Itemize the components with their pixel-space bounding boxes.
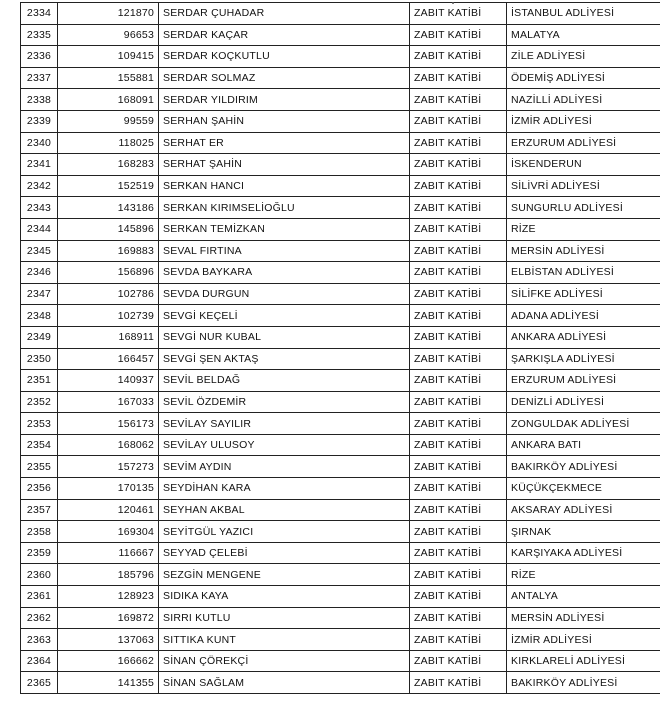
assigned-court-cell: BAKIRKÖY ADLİYESİ: [507, 456, 660, 478]
assigned-court-cell: İZMİR ADLİYESİ: [507, 110, 660, 132]
registry-id-cell: 143186: [58, 197, 159, 219]
table-row: [21, 175, 660, 197]
assigned-court-cell: İZMİR ADLİYESİ: [507, 629, 660, 651]
full-name-cell: SIRRI KUTLU: [159, 607, 410, 629]
registry-id-cell: 166662: [58, 650, 159, 672]
job-title-cell: ZABIT KATİBİ: [410, 391, 507, 413]
full-name-cell: SEVİM AYDIN: [159, 456, 410, 478]
table-row: [21, 46, 660, 68]
assigned-court-cell: MERSİN ADLİYESİ: [507, 240, 660, 262]
table-row: [21, 456, 660, 478]
full-name-cell: SERKAN TEMİZKAN: [159, 218, 410, 240]
assigned-court-cell: ANKARA ADLİYESİ: [507, 326, 660, 348]
document-page: [20, 2, 660, 710]
table-row: [21, 564, 660, 586]
table-row: [21, 89, 660, 111]
table-row: [21, 542, 660, 564]
row-number-cell: 2344: [21, 218, 58, 240]
full-name-cell: SEVDA BAYKARA: [159, 262, 410, 284]
assigned-court-cell: KÜÇÜKÇEKMECE: [507, 478, 660, 500]
job-title-cell: ZABIT KATİBİ: [410, 154, 507, 176]
assigned-court-cell: MALATYA: [507, 24, 660, 46]
table-row: [21, 3, 660, 25]
registry-id-cell: 128923: [58, 586, 159, 608]
job-title-cell: ZABIT KATİBİ: [410, 283, 507, 305]
table-row: [21, 607, 660, 629]
job-title-cell: ZABIT KATİBİ: [410, 89, 507, 111]
job-title-cell: ZABIT KATİBİ: [410, 586, 507, 608]
registry-id-cell: 168283: [58, 154, 159, 176]
registry-id-cell: 169883: [58, 240, 159, 262]
registry-id-cell: 155881: [58, 67, 159, 89]
assigned-court-cell: ÖDEMİŞ ADLİYESİ: [507, 67, 660, 89]
row-number-cell: 2341: [21, 154, 58, 176]
row-number-cell: 2347: [21, 283, 58, 305]
assigned-court-cell: İSKENDERUN: [507, 154, 660, 176]
row-number-cell: 2361: [21, 586, 58, 608]
job-title-cell: ZABIT KATİBİ: [410, 607, 507, 629]
assigned-court-cell: KIRKLARELİ ADLİYESİ: [507, 650, 660, 672]
row-number-cell: 2335: [21, 24, 58, 46]
full-name-cell: SEVİLAY SAYILIR: [159, 413, 410, 435]
row-number-cell: 2352: [21, 391, 58, 413]
scan-speck: [452, 2, 454, 4]
assigned-court-cell: DENİZLİ ADLİYESİ: [507, 391, 660, 413]
assigned-court-cell: ZONGULDAK ADLİYESİ: [507, 413, 660, 435]
row-number-cell: 2349: [21, 326, 58, 348]
registry-id-cell: 102739: [58, 305, 159, 327]
row-number-cell: 2353: [21, 413, 58, 435]
job-title-cell: ZABIT KATİBİ: [410, 262, 507, 284]
assigned-court-cell: ANTALYA: [507, 586, 660, 608]
job-title-cell: ZABIT KATİBİ: [410, 305, 507, 327]
table-row: [21, 197, 660, 219]
row-number-cell: 2337: [21, 67, 58, 89]
registry-id-cell: 168911: [58, 326, 159, 348]
row-number-cell: 2360: [21, 564, 58, 586]
table-row: [21, 672, 660, 694]
registry-id-cell: 169872: [58, 607, 159, 629]
registry-id-cell: 170135: [58, 478, 159, 500]
job-title-cell: ZABIT KATİBİ: [410, 542, 507, 564]
full-name-cell: SEVDA DURGUN: [159, 283, 410, 305]
assigned-court-cell: İSTANBUL ADLİYESİ: [507, 3, 660, 25]
row-number-cell: 2354: [21, 434, 58, 456]
assigned-court-cell: RİZE: [507, 564, 660, 586]
job-title-cell: ZABIT KATİBİ: [410, 197, 507, 219]
full-name-cell: SERDAR KAÇAR: [159, 24, 410, 46]
full-name-cell: SERHAT ER: [159, 132, 410, 154]
assignment-table: [20, 2, 660, 694]
job-title-cell: ZABIT KATİBİ: [410, 24, 507, 46]
job-title-cell: ZABIT KATİBİ: [410, 240, 507, 262]
table-row: [21, 413, 660, 435]
full-name-cell: SEVGİ ŞEN AKTAŞ: [159, 348, 410, 370]
full-name-cell: SITTIKA KUNT: [159, 629, 410, 651]
job-title-cell: ZABIT KATİBİ: [410, 413, 507, 435]
registry-id-cell: 167033: [58, 391, 159, 413]
full-name-cell: SİNAN ÇÖREKÇİ: [159, 650, 410, 672]
full-name-cell: SEVGİ KEÇELİ: [159, 305, 410, 327]
assigned-court-cell: ANKARA BATI: [507, 434, 660, 456]
job-title-cell: ZABIT KATİBİ: [410, 46, 507, 68]
table-row: [21, 586, 660, 608]
full-name-cell: SEVAL FIRTINA: [159, 240, 410, 262]
table-row: [21, 629, 660, 651]
job-title-cell: ZABIT KATİBİ: [410, 629, 507, 651]
table-row: [21, 218, 660, 240]
table-row: [21, 110, 660, 132]
row-number-cell: 2356: [21, 478, 58, 500]
registry-id-cell: 156896: [58, 262, 159, 284]
full-name-cell: SERDAR SOLMAZ: [159, 67, 410, 89]
full-name-cell: SERHAT ŞAHİN: [159, 154, 410, 176]
registry-id-cell: 137063: [58, 629, 159, 651]
registry-id-cell: 102786: [58, 283, 159, 305]
row-number-cell: 2359: [21, 542, 58, 564]
registry-id-cell: 109415: [58, 46, 159, 68]
table-row: [21, 478, 660, 500]
registry-id-cell: 96653: [58, 24, 159, 46]
registry-id-cell: 156173: [58, 413, 159, 435]
row-number-cell: 2350: [21, 348, 58, 370]
assigned-court-cell: SUNGURLU ADLİYESİ: [507, 197, 660, 219]
table-body: [21, 3, 660, 694]
assigned-court-cell: ŞIRNAK: [507, 521, 660, 543]
row-number-cell: 2339: [21, 110, 58, 132]
registry-id-cell: 168062: [58, 434, 159, 456]
table-row: [21, 370, 660, 392]
job-title-cell: ZABIT KATİBİ: [410, 218, 507, 240]
assigned-court-cell: NAZİLLİ ADLİYESİ: [507, 89, 660, 111]
full-name-cell: SEYYAD ÇELEBİ: [159, 542, 410, 564]
assigned-court-cell: KARŞIYAKA ADLİYESİ: [507, 542, 660, 564]
job-title-cell: ZABIT KATİBİ: [410, 434, 507, 456]
row-number-cell: 2357: [21, 499, 58, 521]
assigned-court-cell: SİLİVRİ ADLİYESİ: [507, 175, 660, 197]
row-number-cell: 2346: [21, 262, 58, 284]
row-number-cell: 2338: [21, 89, 58, 111]
assigned-court-cell: ZİLE ADLİYESİ: [507, 46, 660, 68]
row-number-cell: 2362: [21, 607, 58, 629]
job-title-cell: ZABIT KATİBİ: [410, 348, 507, 370]
assigned-court-cell: RİZE: [507, 218, 660, 240]
registry-id-cell: 185796: [58, 564, 159, 586]
row-number-cell: 2365: [21, 672, 58, 694]
table-row: [21, 434, 660, 456]
row-number-cell: 2351: [21, 370, 58, 392]
full-name-cell: SERDAR YILDIRIM: [159, 89, 410, 111]
row-number-cell: 2363: [21, 629, 58, 651]
job-title-cell: ZABIT KATİBİ: [410, 478, 507, 500]
row-number-cell: 2342: [21, 175, 58, 197]
registry-id-cell: 166457: [58, 348, 159, 370]
row-number-cell: 2343: [21, 197, 58, 219]
table-row: [21, 262, 660, 284]
job-title-cell: ZABIT KATİBİ: [410, 175, 507, 197]
table-row: [21, 154, 660, 176]
full-name-cell: SERKAN HANCI: [159, 175, 410, 197]
assigned-court-cell: SİLİFKE ADLİYESİ: [507, 283, 660, 305]
assigned-court-cell: ŞARKIŞLA ADLİYESİ: [507, 348, 660, 370]
full-name-cell: SERHAN ŞAHİN: [159, 110, 410, 132]
registry-id-cell: 141355: [58, 672, 159, 694]
table-row: [21, 348, 660, 370]
full-name-cell: SEVGİ NUR KUBAL: [159, 326, 410, 348]
table-row: [21, 326, 660, 348]
job-title-cell: ZABIT KATİBİ: [410, 521, 507, 543]
full-name-cell: SEVİL BELDAĞ: [159, 370, 410, 392]
table-row: [21, 67, 660, 89]
row-number-cell: 2345: [21, 240, 58, 262]
full-name-cell: SIDIKA KAYA: [159, 586, 410, 608]
full-name-cell: SEVİLAY ULUSOY: [159, 434, 410, 456]
table-row: [21, 521, 660, 543]
job-title-cell: ZABIT KATİBİ: [410, 3, 507, 25]
full-name-cell: SEVİL ÖZDEMİR: [159, 391, 410, 413]
full-name-cell: SİNAN SAĞLAM: [159, 672, 410, 694]
row-number-cell: 2336: [21, 46, 58, 68]
registry-id-cell: 116667: [58, 542, 159, 564]
assigned-court-cell: ERZURUM ADLİYESİ: [507, 370, 660, 392]
registry-id-cell: 152519: [58, 175, 159, 197]
table-row: [21, 283, 660, 305]
full-name-cell: SEYİTGÜL YAZICI: [159, 521, 410, 543]
row-number-cell: 2364: [21, 650, 58, 672]
job-title-cell: ZABIT KATİBİ: [410, 650, 507, 672]
job-title-cell: ZABIT KATİBİ: [410, 564, 507, 586]
registry-id-cell: 157273: [58, 456, 159, 478]
job-title-cell: ZABIT KATİBİ: [410, 67, 507, 89]
table-row: [21, 24, 660, 46]
row-number-cell: 2355: [21, 456, 58, 478]
assigned-court-cell: AKSARAY ADLİYESİ: [507, 499, 660, 521]
table-row: [21, 650, 660, 672]
job-title-cell: ZABIT KATİBİ: [410, 326, 507, 348]
job-title-cell: ZABIT KATİBİ: [410, 132, 507, 154]
assigned-court-cell: ELBİSTAN ADLİYESİ: [507, 262, 660, 284]
job-title-cell: ZABIT KATİBİ: [410, 499, 507, 521]
registry-id-cell: 121870: [58, 3, 159, 25]
table-row: [21, 132, 660, 154]
assigned-court-cell: ERZURUM ADLİYESİ: [507, 132, 660, 154]
full-name-cell: SEYDİHAN KARA: [159, 478, 410, 500]
assigned-court-cell: ADANA ADLİYESİ: [507, 305, 660, 327]
row-number-cell: 2334: [21, 3, 58, 25]
registry-id-cell: 118025: [58, 132, 159, 154]
table-row: [21, 305, 660, 327]
row-number-cell: 2348: [21, 305, 58, 327]
job-title-cell: ZABIT KATİBİ: [410, 370, 507, 392]
registry-id-cell: 145896: [58, 218, 159, 240]
registry-id-cell: 99559: [58, 110, 159, 132]
table-row: [21, 499, 660, 521]
registry-id-cell: 120461: [58, 499, 159, 521]
row-number-cell: 2358: [21, 521, 58, 543]
full-name-cell: SEYHAN AKBAL: [159, 499, 410, 521]
table-row: [21, 240, 660, 262]
registry-id-cell: 140937: [58, 370, 159, 392]
full-name-cell: SEZGİN MENGENE: [159, 564, 410, 586]
full-name-cell: SERKAN KIRIMSELİOĞLU: [159, 197, 410, 219]
table-row: [21, 391, 660, 413]
job-title-cell: ZABIT KATİBİ: [410, 110, 507, 132]
job-title-cell: ZABIT KATİBİ: [410, 672, 507, 694]
assigned-court-cell: BAKIRKÖY ADLİYESİ: [507, 672, 660, 694]
registry-id-cell: 169304: [58, 521, 159, 543]
assigned-court-cell: MERSİN ADLİYESİ: [507, 607, 660, 629]
job-title-cell: ZABIT KATİBİ: [410, 456, 507, 478]
row-number-cell: 2340: [21, 132, 58, 154]
registry-id-cell: 168091: [58, 89, 159, 111]
full-name-cell: SERDAR KOÇKUTLU: [159, 46, 410, 68]
full-name-cell: SERDAR ÇUHADAR: [159, 3, 410, 25]
